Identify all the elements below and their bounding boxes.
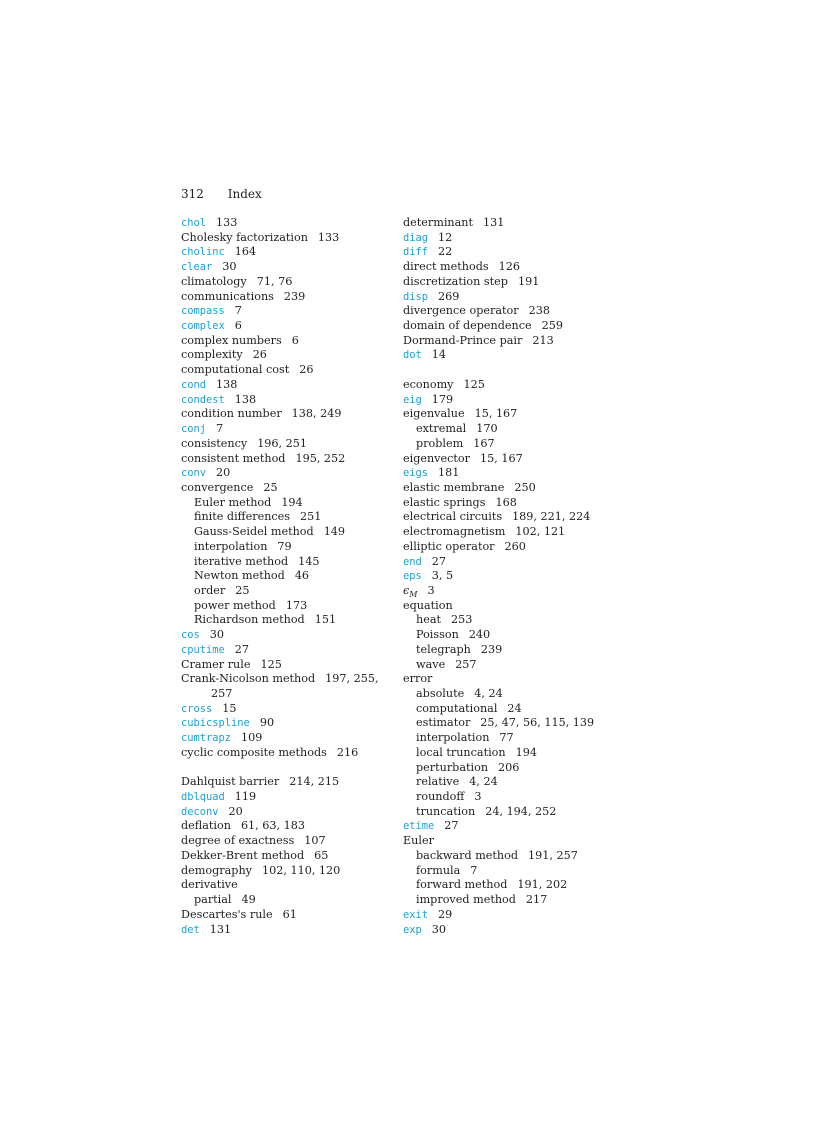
index-term-code: compass bbox=[181, 305, 225, 318]
index-term: extremal bbox=[416, 422, 467, 436]
index-pages: 131 bbox=[483, 216, 505, 229]
index-subentry bbox=[403, 864, 618, 879]
index-entry bbox=[181, 878, 396, 893]
index-entry bbox=[181, 702, 396, 717]
index-term: elastic springs bbox=[403, 495, 486, 509]
index-pages: 189, 221, 224 bbox=[512, 510, 591, 524]
index-pages: 30 bbox=[431, 922, 447, 936]
index-term-code: end bbox=[403, 555, 422, 568]
index-entry bbox=[403, 555, 618, 570]
index-pages: 71, 76 bbox=[256, 274, 293, 288]
index-pages: 6 bbox=[291, 333, 299, 347]
index-entry bbox=[403, 481, 618, 496]
index-subentry bbox=[181, 584, 396, 599]
index-term-code: cos bbox=[181, 629, 200, 642]
index-term: elastic membrane bbox=[403, 480, 505, 494]
index-pages: 3, 5 bbox=[431, 569, 454, 583]
index-term: Newton method bbox=[194, 569, 285, 583]
index-pages: 125 bbox=[463, 377, 485, 391]
index-pages: 149 bbox=[323, 525, 346, 539]
index-term: discretization step bbox=[403, 274, 508, 288]
index-pages: 119 bbox=[234, 790, 257, 804]
index-term: problem bbox=[416, 436, 464, 450]
index-pages: 65 bbox=[314, 848, 329, 862]
index-entry bbox=[181, 466, 396, 481]
index-term: determinant bbox=[403, 216, 474, 229]
index-term: telegraph bbox=[416, 642, 471, 656]
index-pages: 109 bbox=[241, 731, 263, 745]
index-pages: 24, 194, 252 bbox=[485, 804, 557, 818]
index-pages: 170 bbox=[476, 422, 498, 436]
index-term: Dormand-Prince pair bbox=[403, 333, 523, 347]
index-term: elliptic operator bbox=[403, 539, 495, 553]
index-entry bbox=[403, 819, 618, 834]
index-entry bbox=[181, 275, 396, 290]
index-subentry bbox=[403, 805, 618, 820]
index-entry bbox=[181, 672, 396, 687]
index-term: interpolation bbox=[416, 731, 490, 745]
index-pages: 194 bbox=[515, 745, 537, 759]
index-pages: 164 bbox=[234, 245, 257, 259]
index-entry bbox=[181, 437, 396, 452]
index-term: Euler bbox=[403, 834, 434, 848]
index-entry bbox=[403, 540, 618, 555]
index-pages: 4, 24 bbox=[474, 687, 503, 700]
index-entry bbox=[403, 216, 618, 231]
index-pages: 260 bbox=[504, 539, 526, 553]
index-term: roundoff bbox=[416, 790, 465, 804]
index-term-code: cubicspline bbox=[181, 717, 250, 730]
index-term: $\epsilon_M$ bbox=[403, 583, 418, 600]
index-term: Richardson method bbox=[194, 613, 305, 627]
index-pages: 179 bbox=[431, 392, 454, 406]
index-subentry bbox=[403, 658, 618, 673]
index-pages: 15, 167 bbox=[479, 451, 523, 465]
index-term: direct methods bbox=[403, 260, 489, 274]
index-pages: 196, 251 bbox=[257, 436, 308, 450]
index-term-code: eps bbox=[403, 570, 422, 583]
index-pages: 138, 249 bbox=[291, 407, 342, 421]
index-pages: 240 bbox=[468, 628, 491, 642]
index-term: truncation bbox=[416, 804, 476, 818]
index-entry bbox=[181, 849, 396, 864]
index-term: electromagnetism bbox=[403, 525, 506, 539]
index-pages: 133 bbox=[216, 216, 238, 229]
index-term: demography bbox=[181, 863, 252, 877]
index-term: consistent method bbox=[181, 451, 286, 465]
index-entry bbox=[181, 481, 396, 496]
index-subentry bbox=[181, 893, 396, 908]
index-entry bbox=[181, 245, 396, 260]
index-term-code: conj bbox=[181, 423, 207, 436]
index-term: eigenvector bbox=[403, 451, 470, 465]
index-term: absolute bbox=[416, 687, 465, 700]
index-term: error bbox=[403, 672, 433, 686]
index-pages: 3 bbox=[474, 790, 482, 804]
index-subentry bbox=[181, 496, 396, 511]
index-entry bbox=[181, 348, 396, 363]
index-term: perturbation bbox=[416, 760, 489, 774]
index-term-code: cumtrapz bbox=[181, 732, 232, 745]
index-column-right bbox=[403, 216, 618, 937]
index-entry bbox=[403, 496, 618, 511]
index-entry bbox=[181, 775, 396, 790]
index-term: improved method bbox=[416, 893, 516, 907]
index-term: heat bbox=[416, 613, 441, 627]
index-entry bbox=[181, 923, 396, 938]
index-pages: 6 bbox=[234, 319, 242, 333]
index-subentry bbox=[403, 628, 618, 643]
index-entry bbox=[181, 908, 396, 923]
index-pages: 26 bbox=[299, 363, 314, 377]
index-entry bbox=[181, 231, 396, 246]
index-term: Cramer rule bbox=[181, 657, 251, 671]
index-pages: 151 bbox=[314, 613, 337, 627]
index-entry bbox=[181, 643, 396, 658]
index-term-code: cholinc bbox=[181, 246, 225, 259]
index-entry bbox=[403, 319, 618, 334]
index-term-code: cputime bbox=[181, 643, 225, 656]
index-term-code: dblquad bbox=[181, 791, 225, 804]
index-pages: 30 bbox=[209, 628, 225, 642]
index-term: power method bbox=[194, 598, 276, 612]
index-term: Gauss-Seidel method bbox=[194, 525, 314, 539]
index-term-code: diag bbox=[403, 231, 429, 244]
index-pages: 12 bbox=[438, 230, 453, 244]
index-entry-continuation bbox=[181, 687, 396, 702]
index-subentry bbox=[181, 555, 396, 570]
index-term-code: deconv bbox=[181, 805, 219, 818]
index-subentry bbox=[403, 716, 618, 731]
index-term: complexity bbox=[181, 348, 243, 362]
index-term-code: etime bbox=[403, 820, 435, 833]
index-pages: 102, 121 bbox=[515, 525, 566, 539]
index-entry bbox=[181, 819, 396, 834]
index-term: estimator bbox=[416, 716, 471, 730]
index-pages: 125 bbox=[260, 657, 282, 671]
index-entry bbox=[403, 275, 618, 290]
index-term-code: dot bbox=[403, 349, 422, 362]
index-entry bbox=[181, 290, 396, 305]
index-pages: 107 bbox=[304, 834, 326, 848]
index-pages: 214, 215 bbox=[289, 775, 340, 789]
index-pages: 213 bbox=[532, 333, 554, 347]
index-entry bbox=[403, 334, 618, 349]
index-term-code: conv bbox=[181, 467, 207, 480]
index-term-code: disp bbox=[403, 290, 429, 303]
index-term: communications bbox=[181, 289, 274, 303]
index-pages: 238 bbox=[528, 304, 550, 318]
index-term-code: complex bbox=[181, 320, 225, 333]
index-entry bbox=[403, 569, 618, 584]
page-header bbox=[181, 186, 262, 202]
index-pages: 4, 24 bbox=[469, 775, 498, 789]
index-letter-gap bbox=[181, 761, 396, 776]
index-entry bbox=[403, 599, 618, 614]
index-pages: 7 bbox=[234, 304, 242, 318]
index-pages: 79 bbox=[277, 539, 292, 553]
index-term: computational bbox=[416, 701, 498, 715]
index-term: cyclic composite methods bbox=[181, 745, 327, 759]
index-pages: 61, 63, 183 bbox=[240, 819, 305, 833]
index-term: convergence bbox=[181, 480, 254, 494]
index-entry bbox=[403, 260, 618, 275]
index-pages: 239 bbox=[283, 289, 306, 303]
index-term: backward method bbox=[416, 848, 519, 862]
index-term-code: cond bbox=[181, 378, 207, 391]
index-entry bbox=[181, 393, 396, 408]
index-entry bbox=[403, 304, 618, 319]
index-entry bbox=[403, 393, 618, 408]
index-term-code: diff bbox=[403, 246, 429, 259]
index-subentry bbox=[181, 540, 396, 555]
index-pages: 14 bbox=[431, 348, 447, 362]
index-entry bbox=[181, 628, 396, 643]
index-pages: 30 bbox=[222, 260, 237, 274]
index-pages: 15 bbox=[222, 701, 237, 715]
page-number: 312 bbox=[181, 187, 204, 201]
index-entry bbox=[181, 216, 396, 231]
index-pages: 251 bbox=[300, 510, 322, 524]
index-pages: 77 bbox=[499, 731, 514, 745]
index-subentry bbox=[403, 643, 618, 658]
index-term: degree of exactness bbox=[181, 834, 295, 848]
index-subentry bbox=[403, 878, 618, 893]
index-pages: 24 bbox=[507, 701, 522, 715]
index-pages: 46 bbox=[294, 569, 310, 583]
index-subentry bbox=[403, 849, 618, 864]
index-entry bbox=[403, 525, 618, 540]
index-pages: 102, 110, 120 bbox=[262, 863, 341, 877]
index-subentry bbox=[403, 775, 618, 790]
index-term: Dahlquist barrier bbox=[181, 775, 280, 789]
index-subentry bbox=[181, 569, 396, 584]
index-term: wave bbox=[416, 657, 446, 671]
index-entry bbox=[403, 452, 618, 467]
index-entry bbox=[181, 304, 396, 319]
index-subentry bbox=[403, 613, 618, 628]
index-pages: 7 bbox=[470, 863, 478, 877]
index-pages: 15, 167 bbox=[474, 407, 518, 421]
index-entry bbox=[181, 334, 396, 349]
index-term: partial bbox=[194, 893, 232, 907]
index-pages: 90 bbox=[259, 716, 275, 730]
index-pages: 20 bbox=[228, 804, 243, 818]
index-pages: 253 bbox=[451, 613, 473, 627]
index-term: equation bbox=[403, 598, 453, 612]
index-entry bbox=[181, 864, 396, 879]
index-term-code: exp bbox=[403, 923, 422, 936]
index-entry bbox=[181, 407, 396, 422]
index-term-code: clear bbox=[181, 261, 213, 274]
index-term: eigenvalue bbox=[403, 407, 465, 421]
index-entry bbox=[181, 746, 396, 761]
index-term: relative bbox=[416, 775, 460, 789]
index-pages: 145 bbox=[298, 554, 320, 568]
index-pages: 29 bbox=[438, 907, 453, 921]
index-entry bbox=[181, 452, 396, 467]
index-term: complex numbers bbox=[181, 333, 282, 347]
index-term: interpolation bbox=[194, 539, 268, 553]
index-subentry bbox=[403, 422, 618, 437]
index-term: forward method bbox=[416, 878, 508, 892]
index-term: Dekker-Brent method bbox=[181, 848, 305, 862]
index-letter-gap bbox=[403, 363, 618, 378]
index-pages: 181 bbox=[438, 466, 460, 480]
index-pages: 206 bbox=[498, 760, 520, 774]
index-entry bbox=[403, 407, 618, 422]
index-term: formula bbox=[416, 863, 461, 877]
index-term: derivative bbox=[181, 878, 238, 892]
index-subentry bbox=[181, 599, 396, 614]
index-column-left bbox=[181, 216, 396, 937]
index-term: consistency bbox=[181, 436, 248, 450]
index-entry bbox=[181, 790, 396, 805]
index-subentry bbox=[181, 525, 396, 540]
index-pages: 250 bbox=[514, 480, 536, 494]
index-entry bbox=[403, 245, 618, 260]
index-pages: 257 bbox=[211, 687, 233, 700]
index-pages: 7 bbox=[216, 422, 224, 436]
index-pages: 239 bbox=[480, 642, 503, 656]
index-pages: 195, 252 bbox=[295, 451, 346, 465]
index-pages: 131 bbox=[209, 922, 232, 936]
index-entry bbox=[181, 658, 396, 673]
index-pages: 3 bbox=[427, 583, 435, 597]
index-entry bbox=[403, 290, 618, 305]
index-pages: 138 bbox=[216, 377, 238, 391]
index-term-code: condest bbox=[181, 393, 225, 406]
index-term: iterative method bbox=[194, 554, 289, 568]
index-term: Crank-Nicolson method bbox=[181, 672, 316, 686]
index-pages: 25 bbox=[263, 480, 278, 494]
index-term: Descartes's rule bbox=[181, 907, 273, 921]
index-entry bbox=[403, 510, 618, 525]
index-term-code: eigs bbox=[403, 467, 429, 480]
index-subentry bbox=[403, 702, 618, 717]
index-term: finite differences bbox=[194, 510, 291, 524]
index-entry bbox=[181, 731, 396, 746]
index-term: computational cost bbox=[181, 363, 290, 377]
index-term-code: eig bbox=[403, 393, 422, 406]
index-pages: 22 bbox=[438, 245, 453, 259]
index-term-code: det bbox=[181, 923, 200, 936]
index-pages: 25 bbox=[235, 583, 250, 597]
index-term: order bbox=[194, 583, 226, 597]
index-pages: 194 bbox=[281, 495, 303, 509]
index-pages: 27 bbox=[444, 819, 459, 833]
index-term: domain of dependence bbox=[403, 319, 532, 333]
index-pages: 138 bbox=[234, 392, 257, 406]
index-pages: 217 bbox=[525, 893, 548, 907]
index-entry bbox=[181, 805, 396, 820]
index-pages: 269 bbox=[438, 289, 460, 303]
index-entry bbox=[181, 422, 396, 437]
index-entry bbox=[181, 260, 396, 275]
index-entry bbox=[181, 716, 396, 731]
index-pages: 216 bbox=[336, 745, 359, 759]
index-pages: 197, 255, bbox=[325, 672, 379, 686]
index-entry bbox=[181, 834, 396, 849]
index-pages: 26 bbox=[252, 348, 267, 362]
index-entry bbox=[403, 923, 618, 938]
index-entry bbox=[181, 319, 396, 334]
index-pages: 167 bbox=[473, 436, 495, 450]
index-entry bbox=[403, 231, 618, 246]
index-pages: 49 bbox=[241, 893, 256, 907]
index-pages: 259 bbox=[541, 319, 563, 333]
index-subentry bbox=[181, 613, 396, 628]
index-subentry bbox=[403, 893, 618, 908]
index-term: Euler method bbox=[194, 495, 272, 509]
index-term-code: chol bbox=[181, 217, 207, 229]
index-entry bbox=[403, 466, 618, 481]
index-subentry bbox=[403, 746, 618, 761]
index-pages: 27 bbox=[234, 642, 250, 656]
index-term: electrical circuits bbox=[403, 510, 503, 524]
index-pages: 173 bbox=[285, 598, 308, 612]
index-pages: 133 bbox=[317, 230, 340, 244]
index-entry bbox=[181, 363, 396, 378]
index-subentry bbox=[181, 510, 396, 525]
index-pages: 257 bbox=[455, 657, 477, 671]
index-pages: 191, 202 bbox=[517, 878, 568, 892]
index-entry bbox=[403, 378, 618, 393]
index-term: climatology bbox=[181, 274, 247, 288]
index-subentry bbox=[403, 687, 618, 702]
index-entry bbox=[403, 584, 618, 599]
index-term-code: exit bbox=[403, 908, 429, 921]
index-entry bbox=[403, 348, 618, 363]
index-subentry bbox=[403, 437, 618, 452]
index-term-code: cross bbox=[181, 702, 213, 715]
index-term: economy bbox=[403, 377, 454, 391]
index-term: condition number bbox=[181, 407, 282, 421]
index-term: Poisson bbox=[416, 628, 459, 642]
index-pages: 25, 47, 56, 115, 139 bbox=[480, 716, 595, 730]
index-pages: 27 bbox=[431, 554, 447, 568]
index-pages: 20 bbox=[216, 466, 231, 480]
index-term: divergence operator bbox=[403, 304, 519, 318]
index-subentry bbox=[403, 731, 618, 746]
index-pages: 126 bbox=[498, 260, 520, 274]
index-term: deflation bbox=[181, 819, 231, 833]
index-pages: 191 bbox=[517, 274, 540, 288]
index-subentry bbox=[403, 761, 618, 776]
index-entry bbox=[403, 834, 618, 849]
page-title: Index bbox=[227, 187, 262, 201]
index-subentry bbox=[403, 790, 618, 805]
index-entry bbox=[403, 672, 618, 687]
index-pages: 61 bbox=[282, 907, 297, 921]
index-pages: 191, 257 bbox=[528, 848, 578, 862]
index-term: local truncation bbox=[416, 745, 506, 759]
index-entry bbox=[403, 908, 618, 923]
index-pages: 168 bbox=[495, 495, 517, 509]
index-term: Cholesky factorization bbox=[181, 230, 308, 244]
index-entry bbox=[181, 378, 396, 393]
